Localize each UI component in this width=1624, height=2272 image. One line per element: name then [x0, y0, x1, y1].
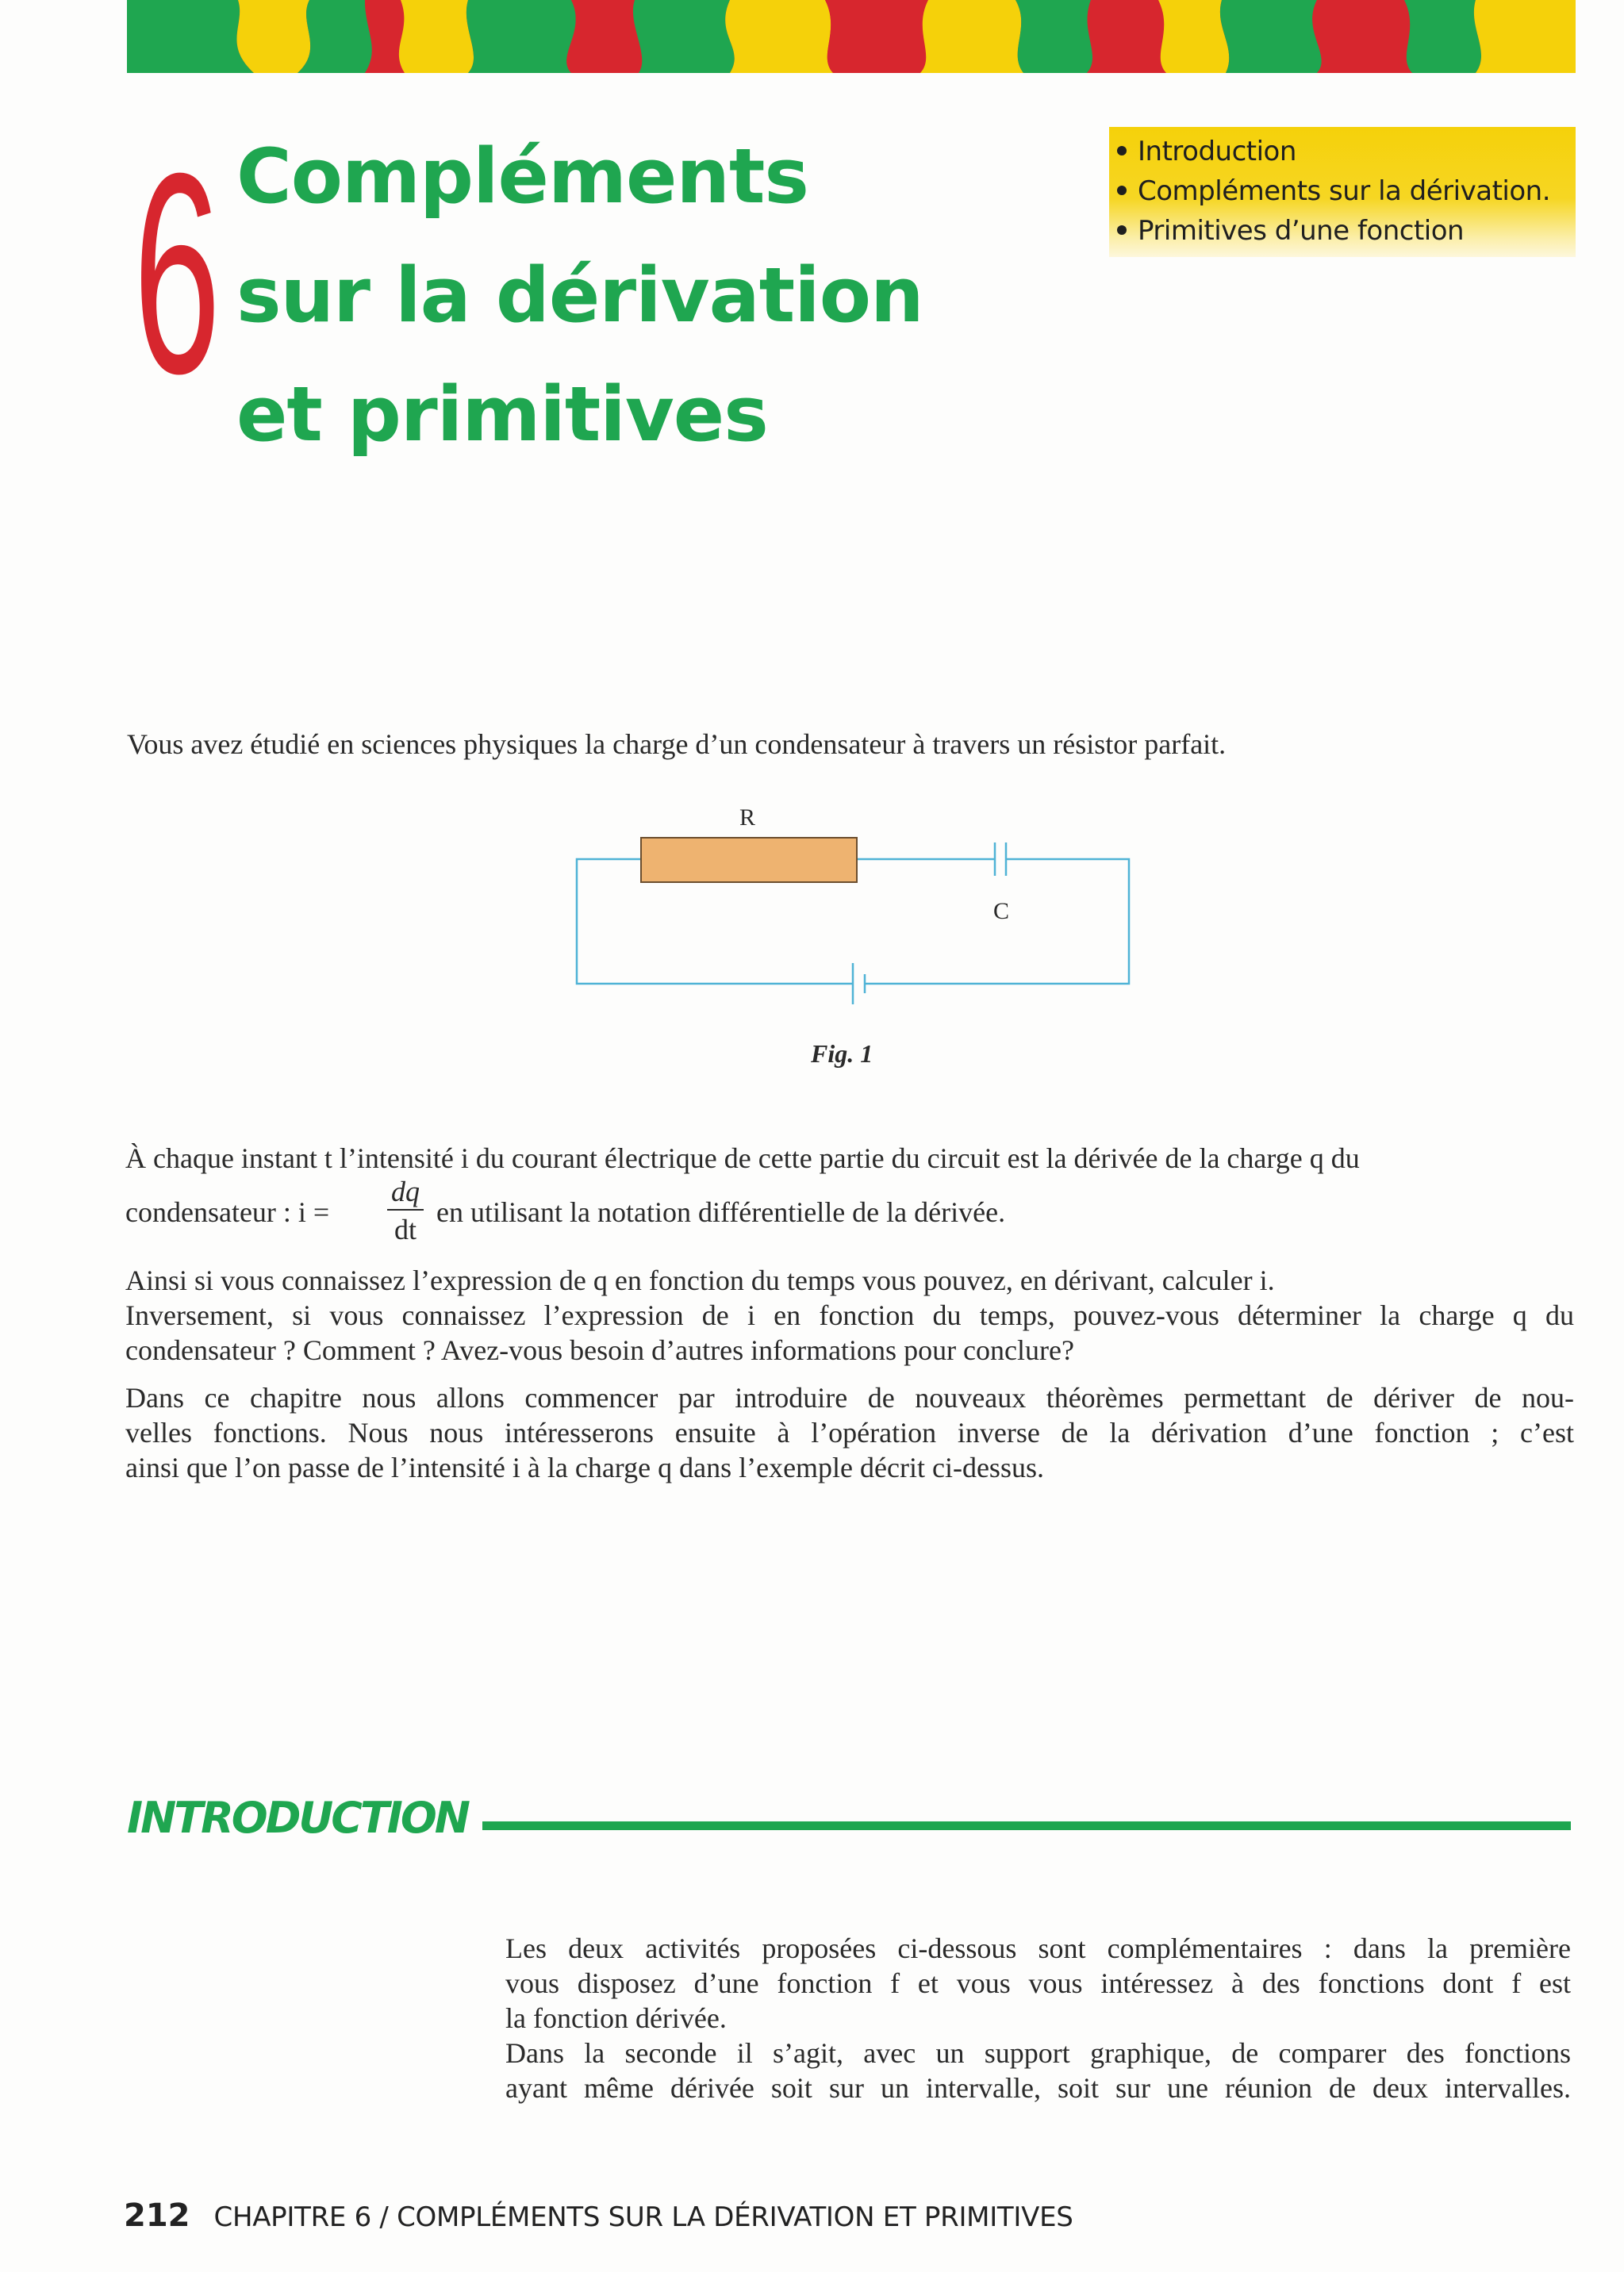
toc-item-label: Introduction: [1138, 136, 1296, 167]
page-number: 212: [124, 2197, 190, 2234]
section-heading: [127, 1794, 1576, 1842]
resistor-label: R: [739, 804, 756, 831]
paragraph-line: Dans la seconde il s’agit, avec un support graphique, de comparer des fonctions: [505, 2037, 1571, 2069]
bullet-icon: [1117, 146, 1127, 155]
chapter-overview-paragraph: [125, 1380, 1574, 1485]
section-rule: [482, 1821, 1571, 1830]
paragraph-line: condensateur ? Comment ? Avez-vous besoin d’autres informations pour conclure?: [125, 1334, 1074, 1366]
paragraph-line: Les deux activités proposées ci-dessous sont complémentaires : dans la première: [505, 1932, 1571, 1964]
decorative-banner: [127, 0, 1576, 73]
toc-item: [1109, 132, 1576, 171]
chapter-title: [236, 117, 950, 474]
fraction-denominator: dt: [394, 1214, 417, 1245]
toc-item: [1109, 171, 1576, 211]
paragraph-line: Dans ce chapitre nous allons commencer par introduire de nouveaux théorèmes permettant de dériver de nou-: [125, 1382, 1574, 1414]
formula-lead: condensateur : i =: [125, 1196, 330, 1228]
page-footer: [124, 2197, 1073, 2234]
fraction-numerator: dq: [391, 1176, 420, 1207]
paragraph-line: la fonction dérivée.: [505, 2002, 727, 2034]
section-paragraph: [505, 1931, 1571, 2105]
section-title: INTRODUCTION: [127, 1793, 468, 1843]
figure-caption: Fig. 1: [811, 1039, 873, 1068]
formula-tail: en utilisant la notation différentielle de la dérivée.: [436, 1196, 1006, 1228]
paragraph-line: ayant même dérivée soit sur un intervalle, soit sur une réunion de deux intervalles.: [505, 2072, 1571, 2104]
bullet-icon: [1117, 186, 1127, 195]
question-paragraph: [125, 1263, 1574, 1368]
bullet-icon: [1117, 225, 1127, 235]
toc-item-label: Compléments sur la dérivation.: [1138, 175, 1551, 207]
paragraph-line: Inversement, si vous connaissez l’expression de i en fonction du temps, pouvez-vous déterminer la charge q du: [125, 1299, 1574, 1331]
paragraph-line: Ainsi si vous connaissez l’expression de q en fonction du temps vous pouvez, en dérivant, calculer i.: [125, 1265, 1275, 1296]
fraction-bar: [387, 1209, 424, 1211]
toc-item: [1109, 211, 1576, 251]
chapter-number: 6: [133, 114, 221, 433]
running-footer-title: CHAPITRE 6 / COMPLÉMENTS SUR LA DÉRIVATION ET PRIMITIVES: [213, 2201, 1073, 2233]
chapter-title-line: Compléments: [236, 133, 808, 221]
circuit-diagram: [555, 801, 1158, 1023]
resistor: [641, 838, 857, 882]
intro-paragraph: Vous avez étudié en sciences physiques la charge d’un condensateur à travers un résistor parfait.: [127, 728, 1227, 760]
definition-line: À chaque instant t l’intensité i du courant électrique de cette partie du circuit est la dérivée de la charge q du: [125, 1142, 1360, 1174]
chapter-title-line: sur la dérivation: [236, 252, 923, 340]
toc-item-label: Primitives d’une fonction: [1138, 215, 1465, 247]
paragraph-line: vous disposez d’une fonction f et vous vous intéressez à des fonctions dont f est: [505, 1967, 1571, 1999]
paragraph-line: velles fonctions. Nous nous intéresserons ensuite à l’opération inverse de la dérivation d’une fonction ; c’est: [125, 1417, 1574, 1449]
capacitor-label: C: [993, 898, 1010, 924]
chapter-title-line: et primitives: [236, 371, 768, 459]
derivative-fraction: [387, 1174, 424, 1247]
definition-formula-line: [125, 1174, 1574, 1253]
chapter-contents-box: [1109, 127, 1576, 257]
paragraph-line: ainsi que l’on passe de l’intensité i à la charge q dans l’exemple décrit ci-dessus.: [125, 1452, 1044, 1483]
